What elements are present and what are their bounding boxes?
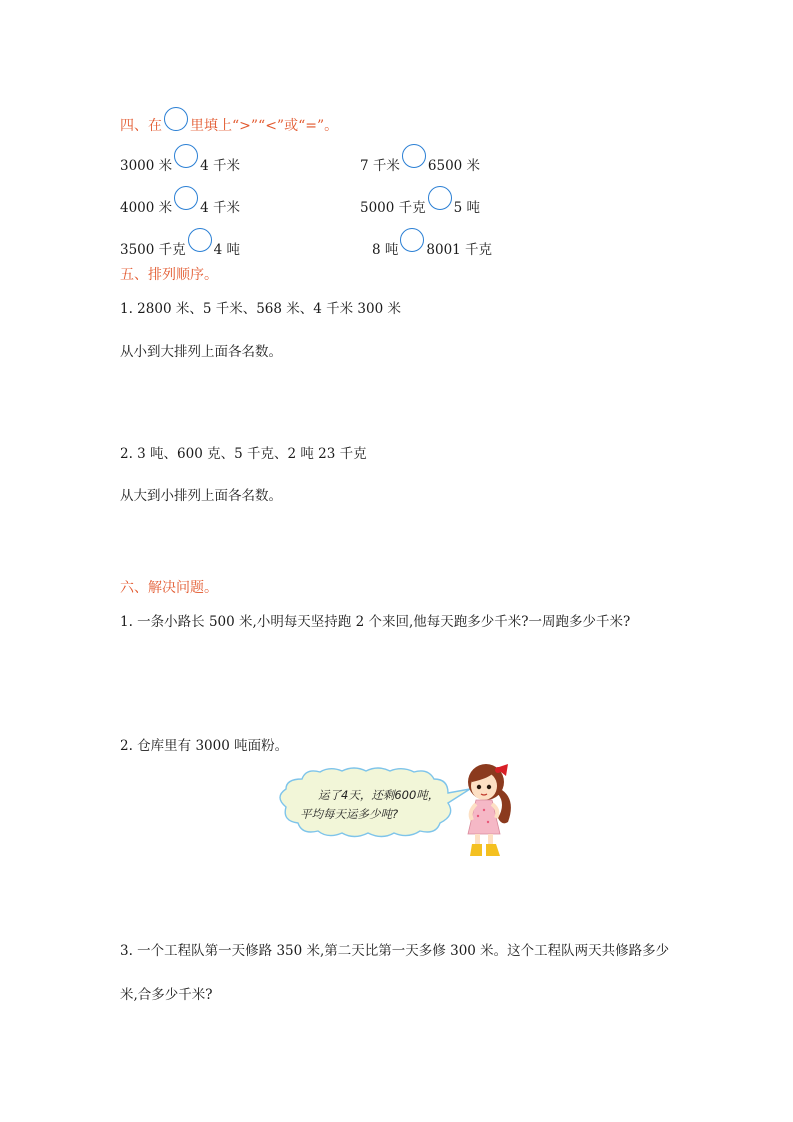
section-6-heading: 六、解决问题。 bbox=[120, 580, 218, 596]
bubble-text: 运了4天，还剩600吨， 平均每天运多少吨? bbox=[300, 788, 440, 821]
question-6-3-line2: 米,合多少千米? bbox=[120, 987, 213, 1003]
answer-circle bbox=[164, 107, 188, 131]
girl-illustration bbox=[458, 760, 518, 860]
answer-circle[interactable] bbox=[174, 186, 198, 210]
answer-circle[interactable] bbox=[174, 144, 198, 168]
question-5-2: 2. 3 吨、600 克、5 千克、2 吨 23 千克 bbox=[120, 446, 367, 462]
compare-item: 8 吨 8001 千克 bbox=[372, 236, 492, 260]
section-4-heading: 四、在 里填上“>”“<”或“=”。 bbox=[120, 113, 338, 137]
compare-item: 7 千米 6500 米 bbox=[360, 152, 480, 176]
question-5-1: 1. 2800 米、5 千米、568 米、4 千米 300 米 bbox=[120, 301, 401, 317]
answer-circle[interactable] bbox=[400, 228, 424, 252]
compare-item: 3000 米 4 千米 bbox=[120, 152, 240, 176]
section-5-heading: 五、排列顺序。 bbox=[120, 267, 218, 283]
compare-item: 4000 米 4 千米 bbox=[120, 194, 240, 218]
question-6-2: 2. 仓库里有 3000 吨面粉。 bbox=[120, 738, 289, 754]
instruction-5-2: 从大到小排列上面各名数。 bbox=[120, 488, 282, 504]
compare-item: 3500 千克 4 吨 bbox=[120, 236, 240, 260]
answer-circle[interactable] bbox=[402, 144, 426, 168]
question-6-1: 1. 一条小路长 500 米,小明每天坚持跑 2 个来回,他每天跑多少千米?一周跑多少千米? bbox=[120, 614, 631, 630]
instruction-5-1: 从小到大排列上面各名数。 bbox=[120, 344, 282, 360]
question-6-3-line1: 3. 一个工程队第一天修路 350 米,第二天比第一天多修 300 米。这个工程队两天共修路多少 bbox=[120, 943, 670, 959]
answer-circle[interactable] bbox=[188, 228, 212, 252]
answer-circle[interactable] bbox=[428, 186, 452, 210]
compare-item: 5000 千克 5 吨 bbox=[360, 194, 480, 218]
